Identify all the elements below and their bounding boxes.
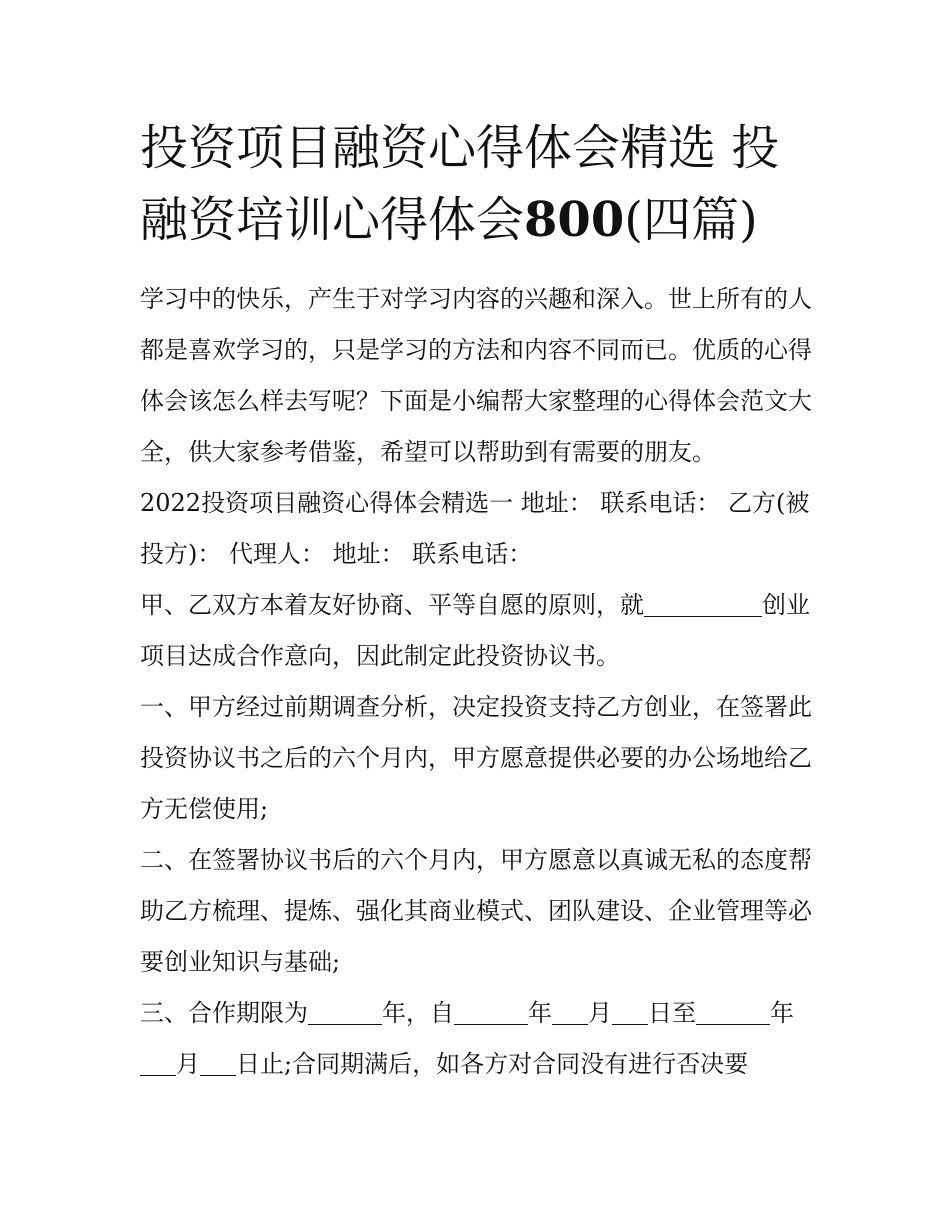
start-year-blank — [454, 1023, 528, 1025]
section-header-paragraph: 2022投资项目融资心得体会精选一 地址： 联系电话： 乙方(被投方)： 代理人： 地址： 联系电话： — [140, 489, 810, 568]
end-day-blank — [200, 1074, 236, 1076]
title-number: 800 — [524, 192, 625, 248]
title-text-part2: (四篇) — [624, 192, 758, 248]
clause-1-paragraph: 一、甲方经过前期调查分析，决定投资支持乙方创业，在签署此投资协议书之后的六个月内，甲方愿意提供必要的办公场地给乙方无偿使用; — [140, 693, 812, 823]
start-day-blank — [612, 1023, 648, 1025]
clause-3-text-c: 年 — [528, 999, 552, 1027]
document-title — [140, 112, 812, 256]
agreement-intro-paragraph — [140, 580, 812, 682]
end-year-blank — [696, 1023, 770, 1025]
clause-3-text-d: 月 — [588, 999, 612, 1027]
clause-2-paragraph: 二、在签署协议书后的六个月内，甲方愿意以真诚无私的态度帮助乙方梳理、提炼、强化其商业模式、团队建设、企业管理等必要创业知识与基础; — [140, 846, 812, 976]
clause-3-text-f: 年 — [770, 999, 794, 1027]
clause-3-text-a: 三、合作期限为 — [140, 999, 308, 1027]
document-content — [140, 112, 812, 1090]
clause-3-text-g: 月 — [176, 1050, 200, 1078]
end-month-blank — [140, 1074, 176, 1076]
start-month-blank — [552, 1023, 588, 1025]
clause-3-text-h: 日止;合同期满后，如各方对合同没有进行否决要 — [236, 1050, 749, 1078]
term-years-blank — [308, 1023, 382, 1025]
clause-3-text-b: 年，自 — [382, 999, 454, 1027]
agreement-intro-text-a: 甲、乙双方本着友好协商、平等自愿的原则，就 — [140, 591, 644, 619]
title-text-part1: 投资项目融资心得体会精选 投融资培训心得体会 — [140, 120, 780, 248]
clause-3-text-e: 日至 — [648, 999, 696, 1027]
project-name-blank — [644, 615, 762, 617]
agreement-intro-text-b: 创业项目达成合作意向，因此制定此投资协议书。 — [140, 591, 810, 670]
intro-paragraph: 学习中的快乐，产生于对学习内容的兴趣和深入。世上所有的人都是喜欢学习的，只是学习的方法和内容不同而已。优质的心得体会该怎么样去写呢？下面是小编帮大家整理的心得体会范文大全，供大家参考借鉴，希望可以帮助到有需要的朋友。 — [140, 285, 812, 466]
clause-3-paragraph — [140, 988, 812, 1090]
